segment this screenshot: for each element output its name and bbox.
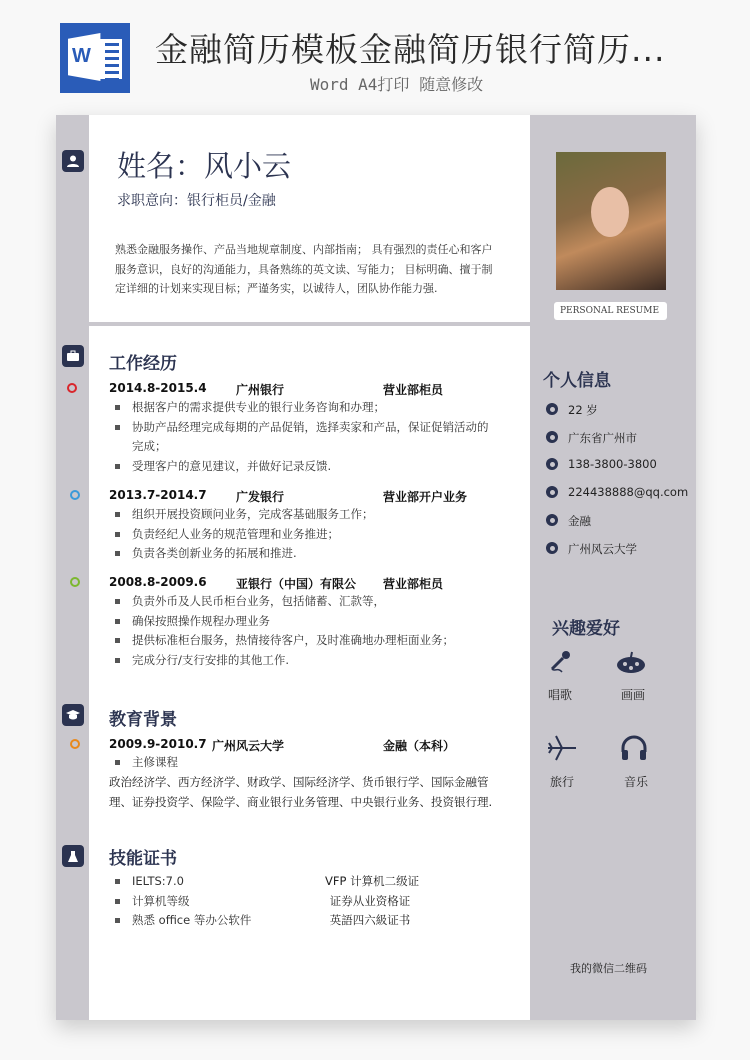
job-bullet: 完成分行/支行安排的其他工作. [132,651,289,671]
skills-section-title: 技能证书 [109,849,177,869]
timeline-dot [70,739,80,749]
job-position: 营业部开户业务 [383,490,468,504]
flask-icon [62,845,84,867]
subtitle: Word A4打印 随意修改 [310,75,484,94]
wechat-qr-label: 我的微信二维码 [570,962,647,975]
job-bullet: 组织开展投资顾问业务，完成客基础服务工作； [132,505,374,525]
name: 姓名：风小云 [117,149,292,183]
person-icon [62,150,84,172]
hobby-travel: 旅行 [550,775,575,789]
personal-info-item: 22 岁 [568,403,598,417]
job-bullet: 负责各类创新业务的拓展和推进. [132,544,297,564]
personal-resume-label: PERSONAL RESUME [554,302,667,320]
graduation-cap-icon [62,704,84,726]
person-icon [546,403,558,415]
personal-info-item: 138-3800-3800 [568,457,657,471]
phone-icon [546,458,558,470]
summary-line: 服务意识，良好的沟通能力，具备熟练的英文读、写能力； 目标明确、擅于制 [115,262,493,276]
edu-school: 广州风云大学 [212,739,285,753]
timeline-dot [67,383,77,393]
personal-info-item: 广东省广州市 [568,431,637,445]
personal-info-title: 个人信息 [543,371,611,391]
word-icon: W [60,23,130,93]
job-bullet: 受理客户的意见建议，并做好记录反馈. [132,457,331,477]
hobbies-title: 兴趣爱好 [552,619,620,639]
education-section-title: 教育背景 [109,710,177,730]
job-period: 2014.8-2015.4 [109,381,207,395]
summary-line: 定详细的计划来实现目标；严谨务实，以诚待人，团队协作能力强. [115,282,438,295]
job-period: 2008.8-2009.6 [109,575,207,589]
job-bullet: 确保按照操作规程办理业务 [132,612,270,632]
page-title: 金融简历模板金融简历银行简历... [155,30,666,69]
job-company: 广发银行 [236,490,285,504]
job-company: 广州银行 [236,383,285,397]
edu-major: 金融（本科） [383,739,456,753]
job-bullet: 根据客户的需求提供专业的银行业务咨询和办理； [132,398,385,418]
profile-photo [556,152,666,290]
work-section-title: 工作经历 [109,354,177,374]
skill-item: 英語四六級证书 [329,913,411,927]
skill-item: IELTS:7.0 [132,872,251,892]
palette-icon [616,650,646,678]
hobby-drawing: 画画 [621,688,646,702]
edu-period: 2009.9-2010.7 [109,737,207,751]
skill-item: 计算机等级 [132,892,251,912]
job-bullet: 协助产品经理完成每期的产品促销，选择卖家和产品，保证促销活动的 [132,418,489,438]
skill-item: 熟悉 office 等办公软件 [132,911,251,931]
job-intent: 求职意向：银行柜员/金融 [117,193,276,209]
headphones-icon [618,734,650,766]
courses [109,773,492,812]
skills-left [132,872,251,931]
microphone-icon [548,650,572,678]
email-icon [546,486,558,498]
timeline-dot [70,490,80,500]
hobby-singing: 唱歌 [548,688,573,702]
job-period: 2013.7-2014.7 [109,488,207,502]
personal-info-item: 广州风云大学 [568,542,637,556]
job-bullet: 负责外币及人民币柜台业务，包括储蓄、汇款等， [132,592,385,612]
job-position: 营业部柜员 [383,383,444,397]
skill-item: 证券从业资格证 [329,893,411,908]
airplane-icon [546,734,578,766]
book-icon [546,514,558,526]
job-bullet: 提供标准柜台服务，热情接待客户，及时准确地办理柜面业务； [132,631,454,651]
skills-right [325,872,420,931]
timeline-dot [70,577,80,587]
courses-line: 理、证券投资学、保险学、商业银行业务管理、中央银行业务、投资银行理. [109,794,493,809]
job-company: 亚银行（中国）有限公 [236,577,357,591]
job-position: 营业部柜员 [383,577,444,591]
courses-line: 政治经济学、西方经济学、财政学、国际经济学、货币银行学、国际金融管 [109,775,489,789]
summary [115,240,493,299]
skill-item: VFP 计算机二级证 [325,874,420,888]
personal-info-item: 224438888@qq.com [568,485,689,499]
job-bullet: 负责经纪人业务的规范管理和业务推进； [132,525,339,545]
edu-bullet: 主修课程 [132,753,178,773]
personal-info-item: 金融 [568,514,591,528]
location-icon [546,431,558,443]
summary-line: 熟悉金融服务操作、产品当地规章制度、内部指南； 具有强烈的责任心和客户 [115,243,493,256]
hobby-music: 音乐 [624,775,649,789]
job-bullet: 完成； [132,439,167,453]
graduation-cap-icon [546,542,558,554]
briefcase-icon [62,345,84,367]
